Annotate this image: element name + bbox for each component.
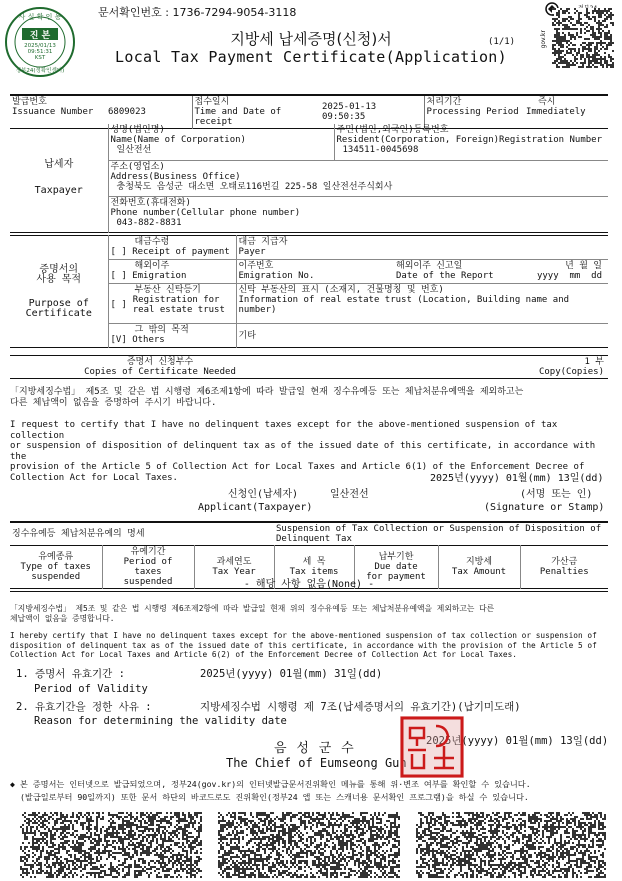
column-header-ko: 과세연도: [216, 557, 252, 567]
issuer-name-en: The Chief of Eumseong Gun: [226, 756, 407, 770]
suspension-title-en: Suspension of Tax Collection or Suspension of Disposition of Delinquent Tax: [276, 524, 602, 544]
trust-info-label-ko: 신탁 부동산의 표시 (소재지, 건물명칭 및 번호): [238, 285, 444, 295]
processing-period-label-en: Processing Period: [426, 107, 519, 117]
stamp-text-original: 진 본: [29, 31, 51, 41]
purpose-checkbox[interactable]: [ ]: [110, 300, 127, 310]
purpose-label-en: Others: [132, 335, 165, 345]
column-header-ko: 유예기간: [130, 547, 166, 557]
purpose-right-ko: 대금 지급자: [238, 237, 288, 247]
stamp-text-date: 2025/01/13: [24, 43, 56, 49]
column-header-ko: 지방세: [465, 557, 493, 567]
registration-label-en: Resident(Corporation, Foreign)Registration Number: [336, 135, 603, 145]
purpose-label-ko: 부동산 신탁등기: [134, 285, 201, 295]
stamp-text-time: 09:51:31: [27, 49, 53, 55]
processing-period-label-ko: 처리기간: [426, 97, 462, 107]
phone-label-ko: 전화번호(휴대전화): [110, 197, 191, 208]
name-value: 일산전선: [116, 145, 152, 155]
purpose-checkbox[interactable]: [ ]: [110, 247, 127, 257]
certify-statement-en: I hereby certify that I have no delinquent taxes except for the above-mentioned suspension of tax collection or suspension of disposition of delinquent tax as of the issued date of this certificate, in accordance with the provision of the Article 5 of Collection Act for Local Taxes and Article 6(2) of the Enforcement Decree of Collection Act for Local Taxes.: [10, 631, 597, 659]
phone-value: 043-882-8831: [116, 217, 182, 228]
processing-period-value-ko: 즉시: [538, 97, 556, 107]
validity-label-en: Period of Validity: [34, 683, 148, 695]
issue-date: 2025년(yyyy) 01월(mm) 13일(dd): [426, 735, 609, 747]
issuance-number-label-en: Issuance Number: [12, 107, 94, 117]
page-title-ko: 지방세 납세증명(신청)서: [230, 30, 392, 48]
purpose-section-en-1: Purpose of: [28, 297, 89, 309]
emigration-no-label-ko: 이주번호: [238, 261, 274, 271]
purpose-checkbox[interactable]: [ ]: [110, 271, 127, 281]
suspension-none: - 해당 사항 없음(None) -: [243, 579, 375, 590]
processing-period-value-en: Immediately: [526, 107, 586, 117]
issuance-number-label-ko: 발급번호: [12, 97, 47, 107]
barcode-3[interactable]: [416, 812, 606, 878]
column-header-ko: 납부기한: [378, 552, 414, 562]
column-header-en: Period of taxes suspended: [123, 557, 173, 587]
taxpayer-table: [10, 124, 608, 233]
page-number: (1/1): [488, 37, 516, 47]
purpose-item-trust[interactable]: [108, 284, 236, 324]
request-statement-ko: 「지방세징수법」 제5조 및 같은 법 시행령 제6조제1항에 따라 발급일 현재 징수유예등 또는 체납처분유예액을 제외하고는 다른 체납액이 없음을 증명하여 주시기 바랍니다.: [10, 387, 524, 408]
trust-info-label-en: Information of real estate trust (Location, Building name and number): [238, 295, 570, 315]
column-header-en: Tax items: [289, 567, 339, 577]
document-confirm-number: 문서확인번호 : 1736-7294-9054-3118: [98, 6, 297, 19]
page-title-en: Local Tax Payment Certificate(Application): [115, 48, 507, 66]
copies-label-ko: 증명서 신청부수: [126, 357, 194, 367]
phone-label-en: Phone number(Cellular phone number): [110, 207, 301, 218]
applicant-label-ko: 신청인(납세자): [228, 489, 299, 500]
validity-reason-value: 지방세징수법 시행령 제 7조(납세증명서의 유효기간)(납기미도래): [200, 701, 521, 713]
certify-statement-ko: 「지방세징수법」 제5조 및 같은 법 시행령 제6조제2항에 따라 발급일 현재 위의 징수유예등 또는 체납처분유예액을 제외하고는 다른 체납액이 없음을 증명합니다.: [10, 604, 495, 623]
purpose-table: [10, 235, 608, 348]
address-value: 충청북도 음성군 대소면 오태로116번길 225-58 일산전선주식회사: [116, 181, 393, 192]
gov-kr-label: gov.kr: [540, 30, 547, 49]
column-header-en: Tax Year: [212, 567, 256, 577]
barcode-1[interactable]: [20, 812, 202, 878]
registration-value: 134511-0045698: [342, 145, 419, 155]
emigration-date-label-ko: 해외이주 신고일: [396, 261, 463, 271]
emigration-ymd-en: yyyy mm dd: [536, 271, 602, 281]
column-header-en: Due date for payment: [366, 562, 426, 582]
issuance-number-value: 6809023: [108, 107, 146, 117]
divider: [10, 591, 608, 592]
qr-code-icon[interactable]: [552, 8, 614, 68]
purpose-item-payment[interactable]: [108, 236, 236, 260]
notice-line-2: (발급일로부터 90일까지) 또한 문서 하단의 바코드로도 진위확인(정부24 앱 또는 스캐너용 문서확인 프로그램)을 하실 수 있습니다.: [20, 792, 529, 802]
applicant-sign-ko: (서명 또는 인): [520, 489, 593, 500]
purpose-label-ko: 해외이주: [134, 261, 170, 271]
issuer-name-ko: 음 성 군 수: [274, 741, 355, 756]
notice-line-1: ◆ 본 증명서는 인터넷으로 발급되었으며, 정부24(gov.kr)의 인터넷발급문서진위확인 메뉴를 통해 위·변조 여부를 확인할 수 있습니다.: [10, 779, 531, 789]
applicant-label-en: Applicant(Taxpayer): [198, 502, 313, 513]
column-header-ko: 유예종류: [38, 552, 74, 562]
validity-label-ko: 1. 증명서 유효기간 :: [16, 668, 125, 680]
copies-value-ko: 1 부: [584, 357, 604, 367]
official-seal-icon: [396, 714, 468, 780]
emigration-no-label-en: Emigration No.: [238, 271, 315, 281]
copies-label-en: Copies of Certificate Needed: [84, 367, 236, 377]
taxpayer-section-ko: 납세자: [44, 158, 74, 170]
purpose-label-ko: 대금수령: [134, 237, 170, 247]
address-label-en: Address(Business Office): [110, 171, 241, 182]
purpose-section-ko-2: 사용 목적: [36, 273, 82, 285]
purpose-label-en: Receipt of payment: [132, 247, 230, 257]
address-label-ko: 주소(영업소): [110, 161, 165, 172]
barcode-2[interactable]: [218, 812, 400, 878]
column-header-ko: 세 목: [302, 557, 326, 567]
purpose-item-emigration[interactable]: [108, 260, 236, 284]
stamp-text-top: 사 실 확 인 용: [18, 13, 62, 21]
suspension-title-ko: 징수유예등 체납처분유예의 명세: [12, 529, 145, 539]
column-header-en: Penalties: [539, 567, 589, 577]
validity-reason-label-en: Reason for determining the validity date: [34, 715, 287, 727]
name-label-ko: 성명(법인명): [110, 125, 165, 135]
receipt-label-en: Time and Date of receipt: [194, 107, 282, 127]
taxpayer-section-en: Taxpayer: [34, 184, 83, 196]
request-date: 2025년(yyyy) 01월(mm) 13일(dd): [430, 473, 604, 484]
purpose-label-ko: 그 밖의 목적: [134, 325, 189, 335]
stamp-text-bottom: 정부24(정확인센터): [15, 68, 65, 74]
receipt-value: 2025-01-13 09:50:35: [322, 102, 377, 122]
request-statement-en: I request to certify that I have no delinquent taxes except for the above-mentioned suspension of tax collection or suspension of disposition of delinquent tax as of the issued date of this certificate, in accordance with the provision of the Article 5 of Collection Act for Local Taxes and Article 6(1) of the Enforcement Decree of Collection Act for Local Taxes.: [10, 420, 596, 483]
purpose-label-en: Emigration: [132, 271, 187, 281]
validity-value: 2025년(yyyy) 01월(mm) 31일(dd): [200, 668, 383, 680]
emigration-ymd-ko: 년 월 일: [565, 261, 602, 271]
copies-table: [10, 355, 608, 379]
column-header-en: Type of taxes suspended: [20, 562, 91, 582]
purpose-section-ko-1: 증명서의: [39, 263, 79, 275]
copies-value-en: Copy(Copies): [538, 367, 604, 377]
purpose-right-en: Payer: [238, 247, 266, 257]
column-header-en: Tax Amount: [451, 567, 507, 577]
validity-reason-label-ko: 2. 유효기간을 정한 사유 :: [16, 701, 152, 713]
applicant-name: 일산전선: [330, 489, 369, 500]
purpose-section-en-2: Certificate: [25, 307, 92, 319]
purpose-checkbox-checked[interactable]: [V]: [110, 335, 127, 345]
purpose-item-others[interactable]: [108, 324, 236, 348]
receipt-label-ko: 접수일시: [194, 97, 230, 107]
applicant-sign-en: (Signature or Stamp): [484, 502, 605, 513]
stamp-text-tz: KST: [34, 55, 46, 61]
registration-label-ko: 주민(법인,외국인)등록번호: [336, 125, 449, 135]
purpose-others-value: 기타: [236, 324, 608, 348]
emigration-date-label-en: Date of the Report: [396, 271, 494, 281]
name-label-en: Name(Name of Corporation): [110, 135, 246, 145]
purpose-label-en: Registration for real estate trust: [132, 295, 225, 315]
column-header-ko: 가산금: [551, 557, 578, 567]
